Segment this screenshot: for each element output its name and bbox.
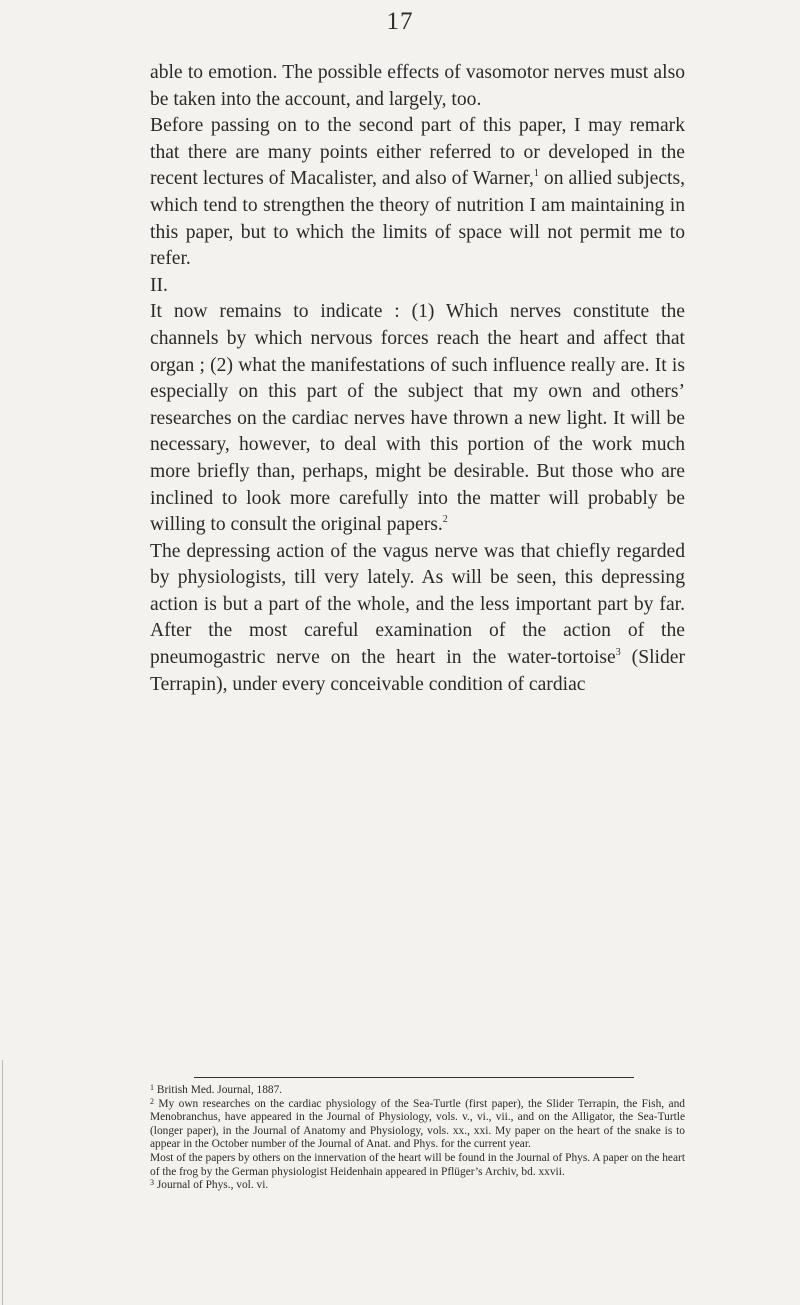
footnote-ref-1: 1 xyxy=(533,168,539,180)
footnote-ref-3: 3 xyxy=(615,647,621,659)
footnote-2-mark: 2 xyxy=(150,1096,154,1106)
footnote-2-continued xyxy=(150,1152,685,1179)
page-edge-line xyxy=(2,1060,3,1305)
section-heading: II. xyxy=(150,274,168,296)
footnote-3-mark: 3 xyxy=(150,1178,154,1188)
paragraph-3 xyxy=(150,299,685,538)
paragraph-1-text: able to emotion. The possible effects of vasomotor nerves must also be taken into the account, and largely, too. xyxy=(150,62,685,110)
paragraph-2-text-a: Before passing on to the second part of this paper, I may remark that there are many points either referred to or developed in the recent lectures of Macalister, and also of Warner, xyxy=(150,115,685,190)
footnote-ref-2: 2 xyxy=(442,514,448,526)
paragraph-1 xyxy=(150,60,685,113)
paragraph-4 xyxy=(150,539,685,699)
paragraph-4-text-b: (Slider Terrapin), under every conceivable condition of cardiac xyxy=(150,647,686,695)
footnote-3-text: Journal of Phys., vol. vi. xyxy=(154,1179,269,1192)
footnote-2-text: My own researches on the cardiac physiology of the Sea-Turtle (first paper), the Slider Terrapin, the Fish, and Menobranchus, have appeared in the Journal of Physiology, vols. v., vi., vii., and on the Alligator, the Sea-Turtle (longer paper), in the Journal of Anatomy and Physiology, vols. xx., xxi. My paper on the heart of the snake is to appear in the October number of the Journal of Anat. and Phys. for the current year. xyxy=(150,1097,685,1151)
footnote-2-continued-text: Most of the papers by others on the innervation of the heart will be found in the Journal of Phys. A paper on the heart of the frog by the German physiologist Heidenhain appeared in Pflüger’s Archiv, bd. xxvii. xyxy=(150,1151,685,1178)
paragraph-2 xyxy=(150,113,685,273)
footnote-2 xyxy=(150,1098,685,1152)
footnote-1 xyxy=(150,1084,685,1098)
page-number: 17 xyxy=(386,8,414,35)
footnote-3 xyxy=(150,1179,685,1193)
footnote-1-mark: 1 xyxy=(150,1083,154,1092)
body-text xyxy=(150,60,685,698)
paragraph-2-text-b: on allied subjects, which tend to strengthen the theory of nutrition I am maintaining in this paper, but to which the limits of space will not permit me to refer. xyxy=(150,168,685,270)
paragraph-3-text: It now remains to indicate : (1) Which nerves constitute the channels by which nervous forces reach the heart and affect that organ ; (2) what the manifestations of such influence really are. It is especially on this part of the subject that my own and others’ researches on the cardiac nerves have thrown a new light. It will be necessary, however, to deal with this portion of the work much more briefly than, perhaps, might be desirable. But those who are inclined to look more carefully into the matter will probably be willing to consult the original papers. xyxy=(150,301,685,536)
footnote-divider xyxy=(194,1077,634,1078)
footnote-1-text: British Med. Journal, 1887. xyxy=(154,1084,283,1096)
paragraph-4-text-a: The depressing action of the vagus nerve was that chiefly regarded by physiologists, till very lately. As will be seen, this depressing action is but a part of the whole, and the less important part by far. After the most careful examination of the action of the pneumogastric nerve on the heart in the water-tortoise xyxy=(150,540,685,669)
footnotes xyxy=(150,1084,685,1193)
